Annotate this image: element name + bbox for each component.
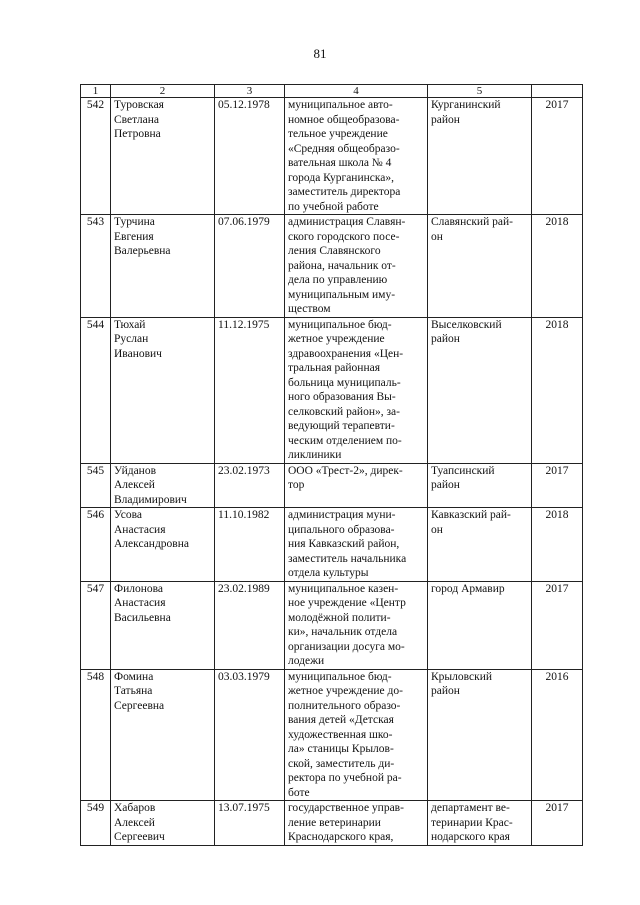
district-cell-line: район xyxy=(431,479,460,491)
organization-position-cell xyxy=(285,669,428,801)
row-number-cell: 548 xyxy=(81,669,111,801)
person-name-cell-line: Татьяна xyxy=(114,685,153,697)
person-name-cell xyxy=(111,317,215,463)
person-name-cell-line: Алексей xyxy=(114,816,155,829)
organization-position-cell-line: ки», начальник отдела xyxy=(288,626,398,638)
person-name-cell-line: Владимирович xyxy=(114,493,187,506)
organization-position-cell-line: лодежи xyxy=(288,655,325,667)
district-cell-line: он xyxy=(431,230,443,243)
organization-position-cell-line: по учебной работе xyxy=(288,200,379,213)
organization-position-cell-line: дела по управлению xyxy=(288,274,388,286)
birth-date-cell: 03.03.1979 xyxy=(215,669,285,801)
organization-position-cell-line: ществом xyxy=(288,303,331,315)
person-name-cell-line: Сергеевна xyxy=(114,699,165,712)
district-cell xyxy=(428,317,532,463)
organization-position-cell-line: ректора по учебной ра- xyxy=(288,772,402,784)
person-name-cell-line: Тюхай xyxy=(114,318,146,331)
organization-position-cell-line: администрация Славян- xyxy=(288,216,406,228)
district-cell-line: Курганинский xyxy=(431,99,501,111)
birth-date-cell: 11.12.1975 xyxy=(215,317,285,463)
organization-position-cell xyxy=(285,98,428,215)
year-cell: 2018 xyxy=(532,317,583,463)
birth-date-cell: 23.02.1973 xyxy=(215,463,285,508)
row-number-cell: 544 xyxy=(81,317,111,463)
row-number-cell: 543 xyxy=(81,215,111,318)
person-name-cell xyxy=(111,98,215,215)
organization-position-cell-line: муниципальным иму- xyxy=(288,288,396,301)
organization-position-cell-line: ческим отделением по- xyxy=(288,434,402,447)
organization-position-cell-line: «Средняя общеобразо- xyxy=(288,142,400,155)
district-cell-line: нодарского края xyxy=(431,831,510,843)
organization-position-cell-line: ла» станицы Крылов- xyxy=(288,743,394,755)
year-cell: 2017 xyxy=(532,463,583,508)
organization-position-cell-line: здравоохранения «Цен- xyxy=(288,347,404,360)
district-cell xyxy=(428,669,532,801)
organization-position-cell xyxy=(285,215,428,318)
year-cell: 2018 xyxy=(532,215,583,318)
district-cell-line: теринарии Крас- xyxy=(431,816,513,829)
person-name-cell xyxy=(111,508,215,582)
table-row xyxy=(81,215,583,318)
table-row xyxy=(81,801,583,846)
organization-position-cell-line: номное общеобразова- xyxy=(288,113,400,126)
district-cell-line: район xyxy=(431,685,460,697)
organization-position-cell-line: тральная районная xyxy=(288,362,380,374)
district-cell xyxy=(428,508,532,582)
organization-position-cell-line: вательная школа № 4 xyxy=(288,157,392,169)
column-number-cell: 5 xyxy=(428,85,532,98)
organization-position-cell-line: вания детей «Детская xyxy=(288,714,394,726)
organization-position-cell-line: ской, заместитель ди- xyxy=(288,757,395,770)
organization-position-cell-line: района, начальник от- xyxy=(288,259,396,272)
table-row xyxy=(81,669,583,801)
organization-position-cell-line: ООО «Трест-2», дирек- xyxy=(288,464,403,477)
organization-position-cell-line: государственное управ- xyxy=(288,802,404,814)
table-row xyxy=(81,317,583,463)
person-name-cell xyxy=(111,463,215,508)
person-name-cell-line: Евгения xyxy=(114,230,154,243)
organization-position-cell-line: организации досуга мо- xyxy=(288,640,405,653)
organization-position-cell-line: тельное учреждение xyxy=(288,128,388,140)
organization-position-cell-line: отдела культуры xyxy=(288,567,369,579)
birth-date-cell: 13.07.1975 xyxy=(215,801,285,846)
organization-position-cell xyxy=(285,463,428,508)
district-cell-line: район xyxy=(431,333,460,345)
column-number-row xyxy=(81,85,583,98)
organization-position-cell-line: ления Славянского xyxy=(288,245,381,257)
district-cell-line: Туапсинский xyxy=(431,464,495,477)
organization-position-cell xyxy=(285,317,428,463)
year-cell: 2017 xyxy=(532,98,583,215)
organization-position-cell-line: ведующий терапевти- xyxy=(288,420,395,432)
organization-position-cell-line: ния Кавказский район, xyxy=(288,538,400,550)
district-cell xyxy=(428,463,532,508)
row-number-cell: 546 xyxy=(81,508,111,582)
organization-position-cell-line: администрация муни- xyxy=(288,509,396,521)
table-row xyxy=(81,98,583,215)
person-name-cell xyxy=(111,801,215,846)
person-name-cell-line: Руслан xyxy=(114,333,149,345)
person-name-cell-line: Анастасия xyxy=(114,597,166,609)
organization-position-cell-line: тор xyxy=(288,479,305,491)
person-name-cell-line: Петровна xyxy=(114,128,161,140)
organization-position-cell-line: молодёжной полити- xyxy=(288,611,391,624)
row-number-cell: 545 xyxy=(81,463,111,508)
organization-position-cell-line: больница муниципаль- xyxy=(288,376,401,389)
district-cell-line: район xyxy=(431,113,460,126)
column-number-cell xyxy=(532,85,583,98)
organization-position-cell-line: полнительного образо- xyxy=(288,699,401,712)
organization-position-cell-line: муниципальное казен- xyxy=(288,582,399,595)
organization-position-cell-line: Краснодарского края, xyxy=(288,831,394,843)
birth-date-cell: 23.02.1989 xyxy=(215,581,285,669)
year-cell: 2017 xyxy=(532,801,583,846)
row-number-cell: 542 xyxy=(81,98,111,215)
person-name-cell-line: Светлана xyxy=(114,113,159,126)
organization-position-cell-line: художественная шко- xyxy=(288,728,393,741)
person-name-cell-line: Уйданов xyxy=(114,464,157,477)
year-cell: 2018 xyxy=(532,508,583,582)
district-cell-line: город Армавир xyxy=(431,582,505,595)
person-name-cell-line: Васильевна xyxy=(114,611,171,624)
district-cell-line: Крыловский xyxy=(431,670,492,683)
district-cell-line: он xyxy=(431,523,443,536)
organization-position-cell-line: заместитель директора xyxy=(288,186,401,198)
organization-position-cell-line: муниципальное бюд- xyxy=(288,318,392,331)
person-name-cell-line: Филонова xyxy=(114,582,164,595)
district-cell xyxy=(428,98,532,215)
column-number-cell: 1 xyxy=(81,85,111,98)
birth-date-cell: 05.12.1978 xyxy=(215,98,285,215)
year-cell: 2017 xyxy=(532,581,583,669)
table-row xyxy=(81,581,583,669)
organization-position-cell-line: жетное учреждение xyxy=(288,333,385,345)
organization-position-cell-line: заместитель начальника xyxy=(288,552,407,565)
organization-position-cell-line: селковский район», за- xyxy=(288,405,400,418)
column-number-cell: 4 xyxy=(285,85,428,98)
district-cell-line: департамент ве- xyxy=(431,802,510,814)
person-name-cell-line: Туровская xyxy=(114,99,164,111)
organization-position-cell-line: ликлиники xyxy=(288,449,342,461)
person-name-cell-line: Турчина xyxy=(114,216,155,228)
organization-position-cell xyxy=(285,801,428,846)
organization-position-cell-line: муниципальное авто- xyxy=(288,99,393,111)
table-row xyxy=(81,463,583,508)
organization-position-cell-line: жетное учреждение до- xyxy=(288,685,403,697)
column-number-cell: 2 xyxy=(111,85,215,98)
person-name-cell xyxy=(111,215,215,318)
row-number-cell: 547 xyxy=(81,581,111,669)
organization-position-cell-line: ского городского посе- xyxy=(288,230,400,243)
organization-position-cell xyxy=(285,581,428,669)
birth-date-cell: 11.10.1982 xyxy=(215,508,285,582)
person-name-cell-line: Хабаров xyxy=(114,802,156,814)
district-cell xyxy=(428,215,532,318)
organization-position-cell xyxy=(285,508,428,582)
column-number-cell: 3 xyxy=(215,85,285,98)
district-cell xyxy=(428,581,532,669)
person-name-cell xyxy=(111,669,215,801)
person-name-cell-line: Иванович xyxy=(114,347,162,360)
year-cell: 2016 xyxy=(532,669,583,801)
registry-table xyxy=(80,84,583,846)
organization-position-cell-line: города Курганинска», xyxy=(288,171,395,184)
person-name-cell-line: Сергеевич xyxy=(114,831,165,843)
table-row xyxy=(81,508,583,582)
page-number: 81 xyxy=(313,46,327,61)
district-cell-line: Выселковский xyxy=(431,318,502,331)
organization-position-cell-line: муниципальное бюд- xyxy=(288,670,392,683)
person-name-cell-line: Валерьевна xyxy=(114,245,171,257)
person-name-cell-line: Анастасия xyxy=(114,523,166,536)
person-name-cell-line: Усова xyxy=(114,509,142,521)
organization-position-cell-line: боте xyxy=(288,786,310,799)
row-number-cell: 549 xyxy=(81,801,111,846)
organization-position-cell-line: ление ветеринарии xyxy=(288,816,381,829)
organization-position-cell-line: ного образования Вы- xyxy=(288,391,396,403)
district-cell-line: Кавказский рай- xyxy=(431,509,511,521)
district-cell-line: Славянский рай- xyxy=(431,216,513,228)
person-name-cell xyxy=(111,581,215,669)
person-name-cell-line: Александровна xyxy=(114,538,189,550)
birth-date-cell: 07.06.1979 xyxy=(215,215,285,318)
organization-position-cell-line: ное учреждение «Центр xyxy=(288,597,406,609)
organization-position-cell-line: ципального образова- xyxy=(288,523,395,536)
person-name-cell-line: Алексей xyxy=(114,479,155,491)
person-name-cell-line: Фомина xyxy=(114,670,154,683)
district-cell xyxy=(428,801,532,846)
